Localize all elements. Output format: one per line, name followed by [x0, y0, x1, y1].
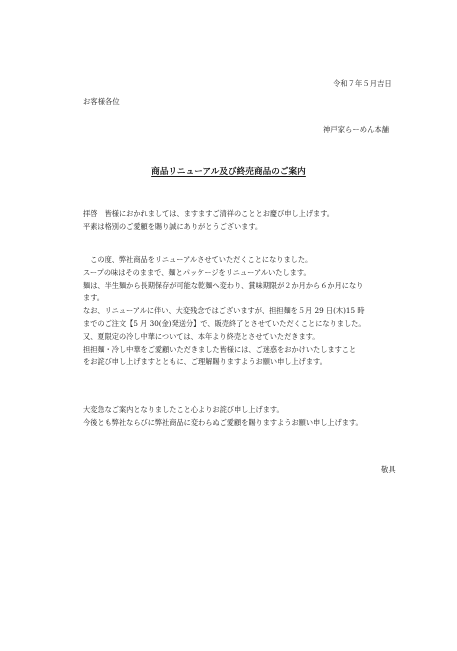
body-line: をお詫び申し上げますとともに、ご理解賜りますようお願い申し上げます。	[83, 357, 327, 367]
body-line: なお、リニューアルに伴い、大変残念ではございますが、担担麺を５月 29 日(木)15 時	[83, 306, 365, 316]
sign-off: 敬具	[381, 465, 396, 474]
letter-title: 商品リニューアル及び終売商品のご案内	[151, 167, 306, 177]
body-line: スープの味はそのままで、麺とパッケージをリニューアルいたします。	[83, 267, 311, 277]
body-line: までのご注文【5 月 30(金)発送分】で、販売終了とさせていただくことになりました。	[83, 318, 366, 328]
letter-sender: 神戸家らーめん本舗	[323, 125, 390, 134]
body-line: 担担麺・冷し中華をご愛顧いただきました皆様には、ご迷惑をおかけいたしますこと	[83, 344, 357, 354]
closing-paragraph	[83, 404, 413, 430]
closing-line: 大変急なご案内となりましたこと心よりお詫び申し上げます。	[83, 405, 284, 414]
greeting-line: 平素は格別のご愛顧を賜り誠にありがとうございます。	[83, 221, 263, 231]
greeting-line: 拝啓 皆様におかれましては、ますますご清祥のこととお慶び申し上げます。	[83, 209, 334, 218]
announcement-paragraph	[83, 254, 413, 369]
greeting-paragraph	[83, 208, 413, 234]
letter-addressee: お客様各位	[83, 97, 120, 106]
letter-date: 令和７年５月吉日	[333, 79, 392, 88]
body-line: 麺は、半生麺から長期保存が可能な乾麺へ変わり、賞味期限が２か月から６か月になり	[83, 280, 364, 290]
body-line: ます。	[83, 293, 104, 303]
body-line: 又、夏限定の冷し中華については、本年より終売とさせていただきます。	[83, 331, 320, 341]
body-line: この度、弊社商品をリニューアルさせていただくことになりました。	[83, 255, 313, 264]
closing-line: 今後とも弊社ならびに弊社商品に変わらぬご愛顧を賜りますようお願い申し上げます。	[83, 417, 363, 427]
